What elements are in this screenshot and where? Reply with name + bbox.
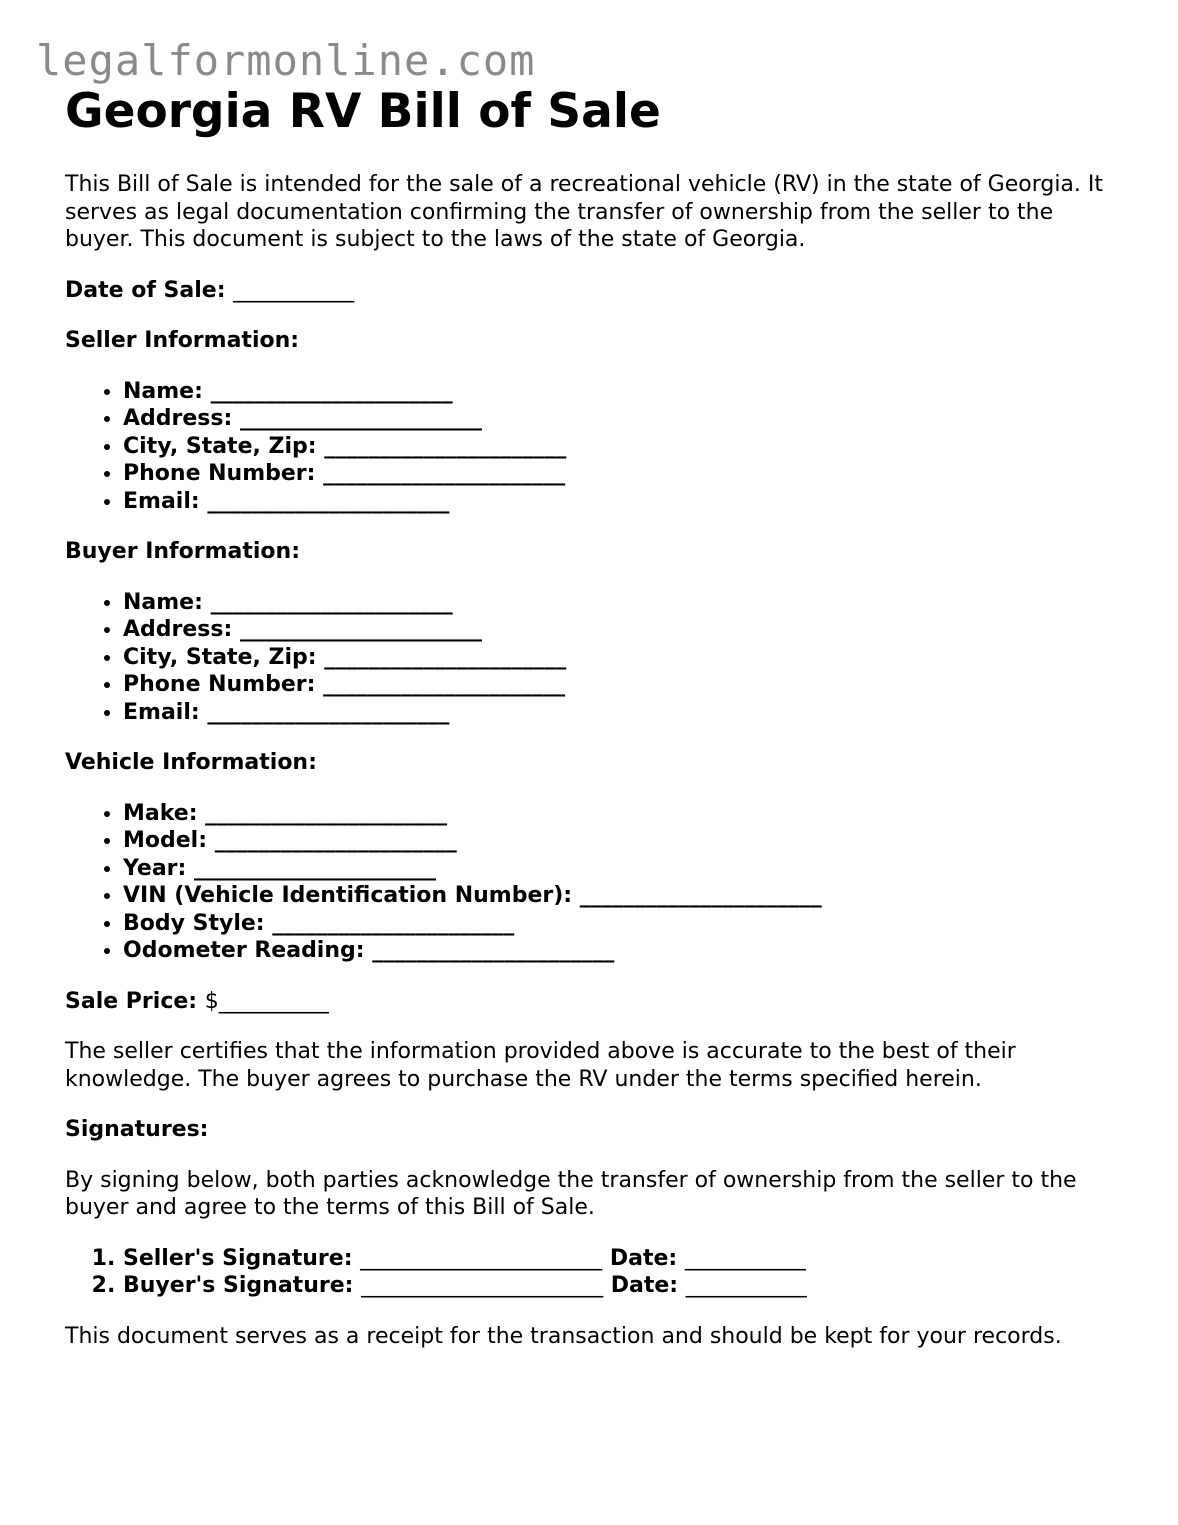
signatures-paragraph: By signing below, both parties acknowledge the transfer of ownership from the seller to the buyer and agree to the terms of this Bill of Sale. <box>65 1167 1077 1220</box>
watermark: legalformonline.com <box>36 36 536 85</box>
field-blank[interactable]: ______________________ <box>372 938 615 963</box>
seller-phone-field[interactable] <box>123 460 1125 488</box>
field-blank[interactable]: ______________________ <box>324 433 567 459</box>
field-blank[interactable]: ______________________ <box>210 589 453 615</box>
field-label: Make: <box>123 800 198 826</box>
certification-paragraph: The seller certifies that the information provided above is accurate to the best of their knowledge. The buyer agrees to purchase the RV under the terms specified herein. <box>65 1039 1016 1092</box>
sale-price-label: Sale Price: <box>65 988 198 1014</box>
vehicle-odometer-field[interactable] <box>123 937 1125 965</box>
vehicle-year-field[interactable] <box>123 855 1125 883</box>
document <box>65 84 1125 1350</box>
field-label: City, State, Zip: <box>123 433 317 459</box>
field-blank[interactable]: ______________________ <box>205 800 448 826</box>
signature-blank[interactable]: ______________________ <box>361 1273 604 1298</box>
seller-name-field[interactable] <box>123 378 1125 406</box>
signature-label: Seller's Signature: <box>123 1245 353 1271</box>
field-blank[interactable]: ______________________ <box>323 672 566 697</box>
field-blank[interactable]: ______________________ <box>207 488 450 514</box>
intro-paragraph: This Bill of Sale is intended for the sale of a recreational vehicle (RV) in the state of Georgia. It serves as legal documentation confirming the transfer of ownership from the seller to the buyer. This document is subject to the laws of the state of Georgia. <box>65 172 1104 252</box>
field-label: Address: <box>123 406 233 431</box>
seller-field-list <box>65 378 1125 516</box>
field-blank[interactable]: ______________________ <box>214 828 457 853</box>
field-blank[interactable]: ______________________ <box>579 883 822 908</box>
date-blank[interactable]: ___________ <box>684 1245 806 1271</box>
field-blank[interactable]: ______________________ <box>272 910 515 936</box>
date-of-sale-label: Date of Sale: <box>65 277 226 303</box>
buyer-phone-field[interactable] <box>123 671 1125 699</box>
field-label: Odometer Reading: <box>123 938 365 963</box>
vehicle-vin-field[interactable] <box>123 882 1125 910</box>
vehicle-make-field[interactable] <box>123 800 1125 828</box>
sale-price-blank[interactable]: $__________ <box>204 988 329 1014</box>
buyer-email-field[interactable] <box>123 699 1125 727</box>
field-label: Year: <box>123 855 187 881</box>
field-blank[interactable]: ______________________ <box>239 406 482 431</box>
field-label: Phone Number: <box>123 672 316 697</box>
signatures-heading: Signatures: <box>65 1117 209 1142</box>
buyer-city-state-zip-field[interactable] <box>123 644 1125 672</box>
field-blank[interactable]: ______________________ <box>323 461 566 486</box>
date-of-sale-field[interactable] <box>65 277 1125 305</box>
page-title: Georgia RV Bill of Sale <box>65 84 661 139</box>
footer-paragraph: This document serves as a receipt for the transaction and should be kept for your records. <box>65 1323 1062 1349</box>
seller-address-field[interactable] <box>123 405 1125 433</box>
date-label: Date: <box>610 1273 679 1298</box>
date-of-sale-blank[interactable]: ___________ <box>233 277 355 303</box>
field-blank[interactable]: ______________________ <box>324 644 567 670</box>
seller-heading: Seller Information: <box>65 328 300 353</box>
field-label: Name: <box>123 378 203 404</box>
field-label: VIN (Vehicle Identification Number): <box>123 883 573 908</box>
field-blank[interactable]: ______________________ <box>239 617 482 642</box>
buyer-address-field[interactable] <box>123 616 1125 644</box>
sale-price-field[interactable] <box>65 988 1125 1016</box>
field-label: Email: <box>123 699 200 725</box>
field-label: Phone Number: <box>123 461 316 486</box>
buyer-name-field[interactable] <box>123 589 1125 617</box>
field-label: City, State, Zip: <box>123 644 317 670</box>
seller-email-field[interactable] <box>123 488 1125 516</box>
vehicle-heading: Vehicle Information: <box>65 750 317 775</box>
signature-list <box>65 1245 1125 1300</box>
vehicle-model-field[interactable] <box>123 827 1125 855</box>
field-label: Body Style: <box>123 910 265 936</box>
seller-city-state-zip-field[interactable] <box>123 433 1125 461</box>
buyer-field-list <box>65 589 1125 727</box>
signature-blank[interactable]: ______________________ <box>360 1245 603 1271</box>
buyer-signature-line[interactable] <box>123 1272 1125 1300</box>
field-blank[interactable]: ______________________ <box>210 378 453 404</box>
buyer-heading: Buyer Information: <box>65 539 300 564</box>
field-label: Model: <box>123 828 208 853</box>
field-label: Email: <box>123 488 200 514</box>
date-blank[interactable]: ___________ <box>685 1273 807 1298</box>
field-label: Name: <box>123 589 203 615</box>
field-blank[interactable]: ______________________ <box>207 699 450 725</box>
vehicle-body-style-field[interactable] <box>123 910 1125 938</box>
field-blank[interactable]: ______________________ <box>194 855 436 881</box>
signature-label: Buyer's Signature: <box>123 1273 354 1298</box>
seller-signature-line[interactable] <box>123 1245 1125 1273</box>
field-label: Address: <box>123 617 233 642</box>
vehicle-field-list <box>65 800 1125 965</box>
date-label: Date: <box>609 1245 678 1271</box>
